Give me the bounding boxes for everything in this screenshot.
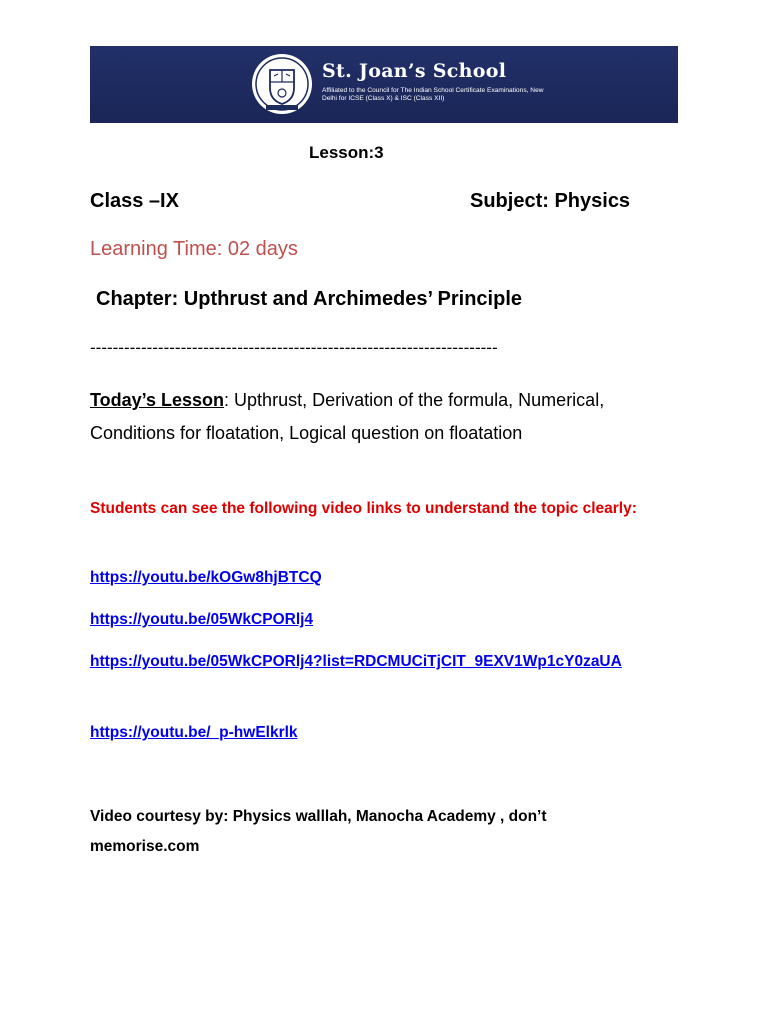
todays-lesson-label: Today’s Lesson <box>90 390 225 410</box>
learning-time: Learning Time: 02 days <box>90 238 298 260</box>
class-label: Class –IX <box>90 190 179 212</box>
divider-line: ------------------------------------------------------------------------ <box>90 338 498 357</box>
school-name: St. Joan’s School <box>322 60 507 82</box>
subject-label: Subject: Physics <box>470 190 631 212</box>
video-link[interactable]: https://youtu.be/kOGw8hjBTCQ <box>90 569 322 586</box>
school-affiliation: Affiliated to the Council for The Indian School Certificate Examinations, New Delhi for ICSE (Class X) & ISC (Class XII) <box>322 87 544 102</box>
video-courtesy: Video courtesy by: Physics walllah, Manocha Academy , don’t memorise.com <box>90 808 547 855</box>
video-link[interactable]: https://youtu.be/_p-hwElkrlk <box>90 724 298 741</box>
todays-lesson <box>90 384 650 450</box>
video-link[interactable]: https://youtu.be/05WkCPORlj4 <box>90 611 314 628</box>
video-note: Students can see the following video links to understand the topic clearly: <box>90 500 637 517</box>
video-link[interactable]: https://youtu.be/05WkCPORlj4?list=RDCMUCiTjCIT_9EXV1Wp1cY0zaUA <box>90 653 622 670</box>
todays-lesson-text: : Upthrust, Derivation of the formula, Numerical, Conditions for floatation, Logical question on floatation <box>90 390 605 443</box>
lesson-number: Lesson:3 <box>309 143 384 162</box>
school-crest-icon <box>250 52 314 116</box>
chapter-title: Chapter: Upthrust and Archimedes’ Principle <box>96 288 523 310</box>
school-header-banner <box>90 46 678 123</box>
